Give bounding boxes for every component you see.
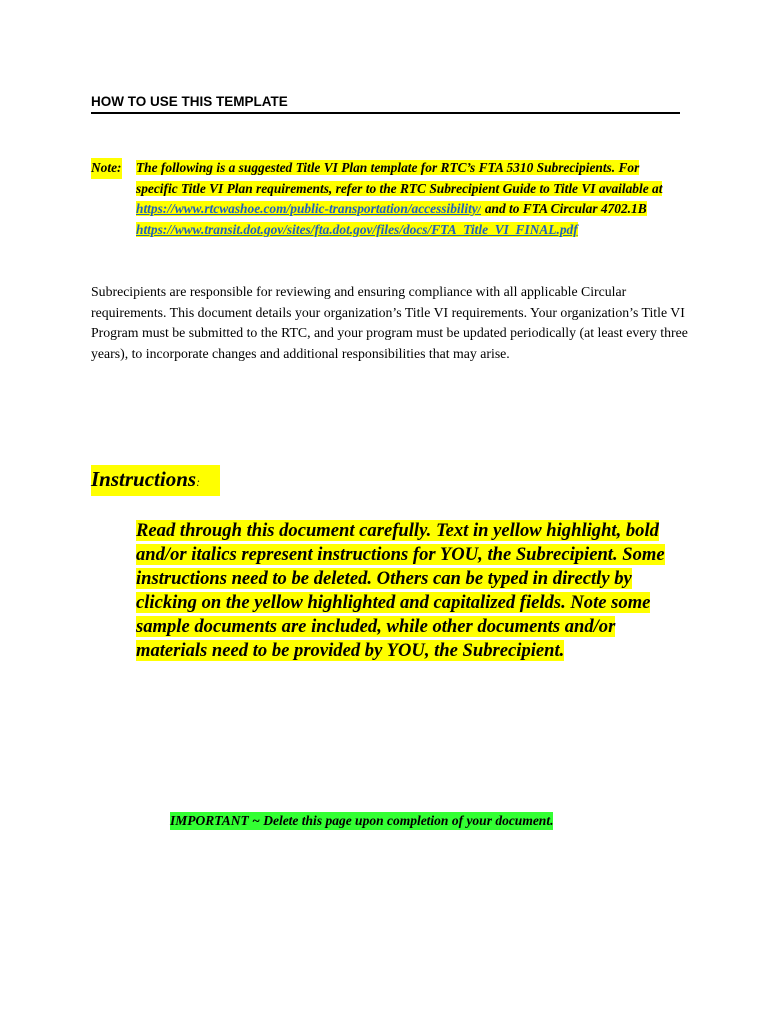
instructions-text bbox=[136, 519, 681, 664]
body-paragraph: Subrecipients are responsible for reviewing and ensuring compliance with all applicable Circular requirements. This document details your organization’s Title VI requirements. Your organization’s Title VI Program must be submitted to the RTC, and your program must be updated periodically (at least every three years), to incorporate changes and additional responsibilities that may arise. bbox=[91, 284, 688, 361]
note-text-part1: The following is a suggested Title VI Plan template for RTC’s FTA 5310 Subrecipients. For specific Title VI Plan requirements, refer to the RTC Subrecipient Guide to Title VI available at bbox=[136, 160, 663, 196]
note-text-part2: and to FTA Circular 4702.1B bbox=[481, 201, 647, 216]
note-body bbox=[136, 158, 681, 240]
instructions-heading bbox=[91, 465, 220, 496]
instructions-heading-text: Instructions bbox=[91, 467, 197, 491]
note-block bbox=[91, 158, 681, 240]
fta-circular-link[interactable]: https://www.transit.dot.gov/sites/fta.dot.gov/files/docs/FTA_Title_VI_FINAL.pdf bbox=[136, 221, 578, 237]
note-label: Note: bbox=[91, 158, 122, 179]
rtc-accessibility-link[interactable]: https://www.rtcwashoe.com/public-transportation/accessibility/ bbox=[136, 201, 482, 216]
instructions-heading-colon: : bbox=[196, 475, 201, 489]
page-title: HOW TO USE THIS TEMPLATE bbox=[91, 94, 680, 114]
instructions-body: Read through this document carefully. Text in yellow highlight, bold and/or italics represent instructions for YOU, the Subrecipient. Some instructions need to be deleted. Others can be typed in directly by clicking on the yellow highlighted and capitalized fields. Note some sample documents are included, while other documents and/or materials need to be provided by YOU, the Subrecipient. bbox=[136, 520, 665, 662]
important-notice: IMPORTANT ~ Delete this page upon completion of your document. bbox=[170, 813, 554, 828]
